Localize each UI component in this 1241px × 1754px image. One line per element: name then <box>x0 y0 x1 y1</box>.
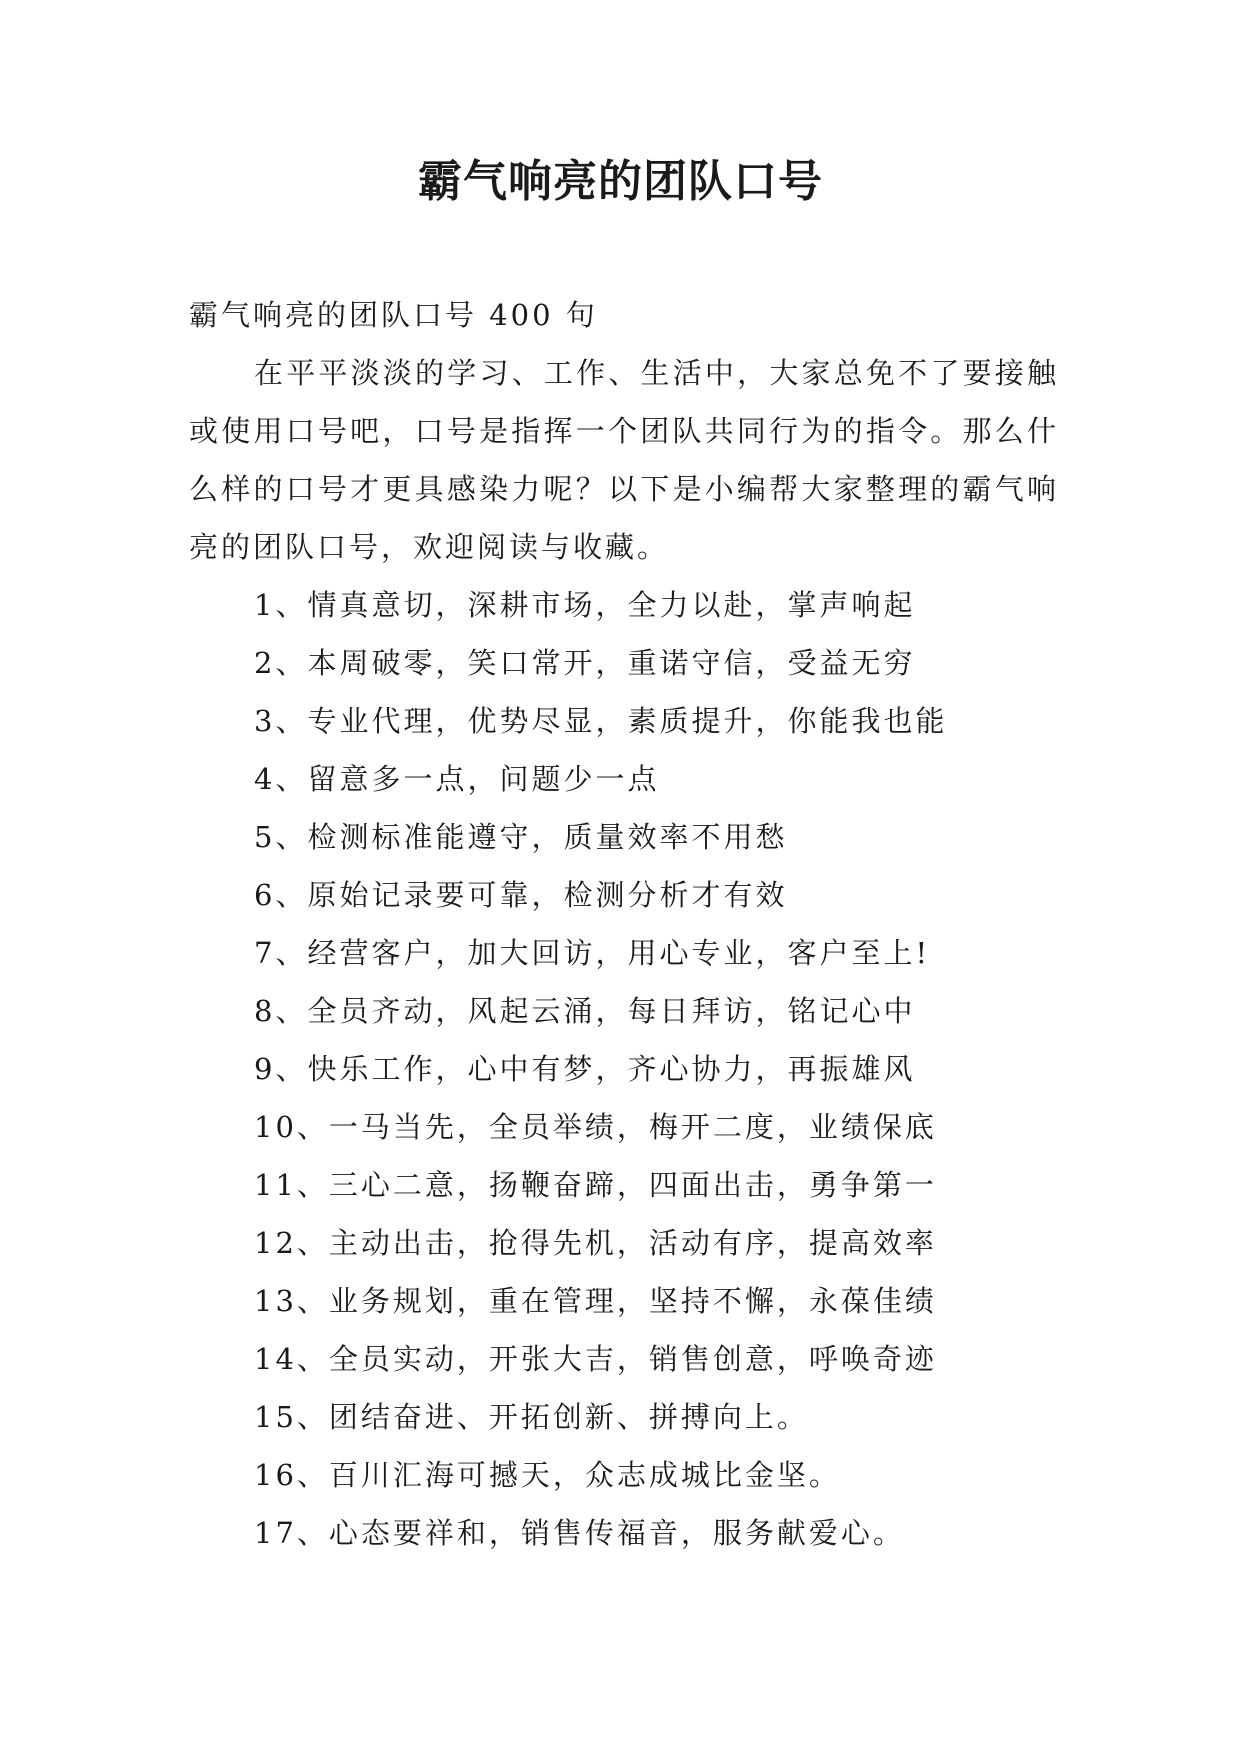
slogan-list <box>189 576 1059 1562</box>
slogan-item: 16、百川汇海可撼天，众志成城比金坚。 <box>254 1458 841 1492</box>
slogan-item: 14、全员实动，开张大吉，销售创意，呼唤奇迹 <box>254 1342 937 1376</box>
slogan-item: 9、快乐工作，心中有梦，齐心协力，再振雄风 <box>254 1052 916 1086</box>
document-subtitle: 霸气响亮的团队口号 400 句 <box>189 298 598 332</box>
slogan-item: 4、留意多一点，问题少一点 <box>254 762 660 796</box>
slogan-item: 2、本周破零，笑口常开，重诺守信，受益无穷 <box>254 646 916 680</box>
slogan-item: 8、全员齐动，风起云涌，每日拜访，铭记心中 <box>254 994 916 1028</box>
slogan-item: 10、一马当先，全员举绩，梅开二度，业绩保底 <box>254 1110 937 1144</box>
intro-paragraph: 在平平淡淡的学习、工作、生活中，大家总免不了要接触或使用口号吧，口号是指挥一个团队共同行为的指令。那么什么样的口号才更具感染力呢？以下是小编帮大家整理的霸气响亮的团队口号，欢迎阅读与收藏。 <box>189 356 1059 564</box>
slogan-item: 12、主动出击，抢得先机，活动有序，提高效率 <box>254 1226 937 1260</box>
slogan-item: 13、业务规划，重在管理，坚持不懈，永葆佳绩 <box>254 1284 937 1318</box>
slogan-item: 3、专业代理，优势尽显，素质提升，你能我也能 <box>254 704 948 738</box>
document-title: 霸气响亮的团队口号 <box>418 156 823 207</box>
slogan-item: 5、检测标准能遵守，质量效率不用愁 <box>254 820 788 854</box>
slogan-item: 15、团结奋进、开拓创新、拼搏向上。 <box>254 1400 809 1434</box>
slogan-item: 7、经营客户，加大回访，用心专业，客户至上! <box>254 936 931 970</box>
slogan-item: 1、情真意切，深耕市场，全力以赴，掌声响起 <box>254 588 916 622</box>
slogan-item: 17、心态要祥和，销售传福音，服务献爱心。 <box>254 1516 905 1550</box>
slogan-item: 11、三心二意，扬鞭奋蹄，四面出击，勇争第一 <box>254 1168 937 1202</box>
document-body <box>189 286 1059 1562</box>
slogan-item: 6、原始记录要可靠，检测分析才有效 <box>254 878 788 912</box>
